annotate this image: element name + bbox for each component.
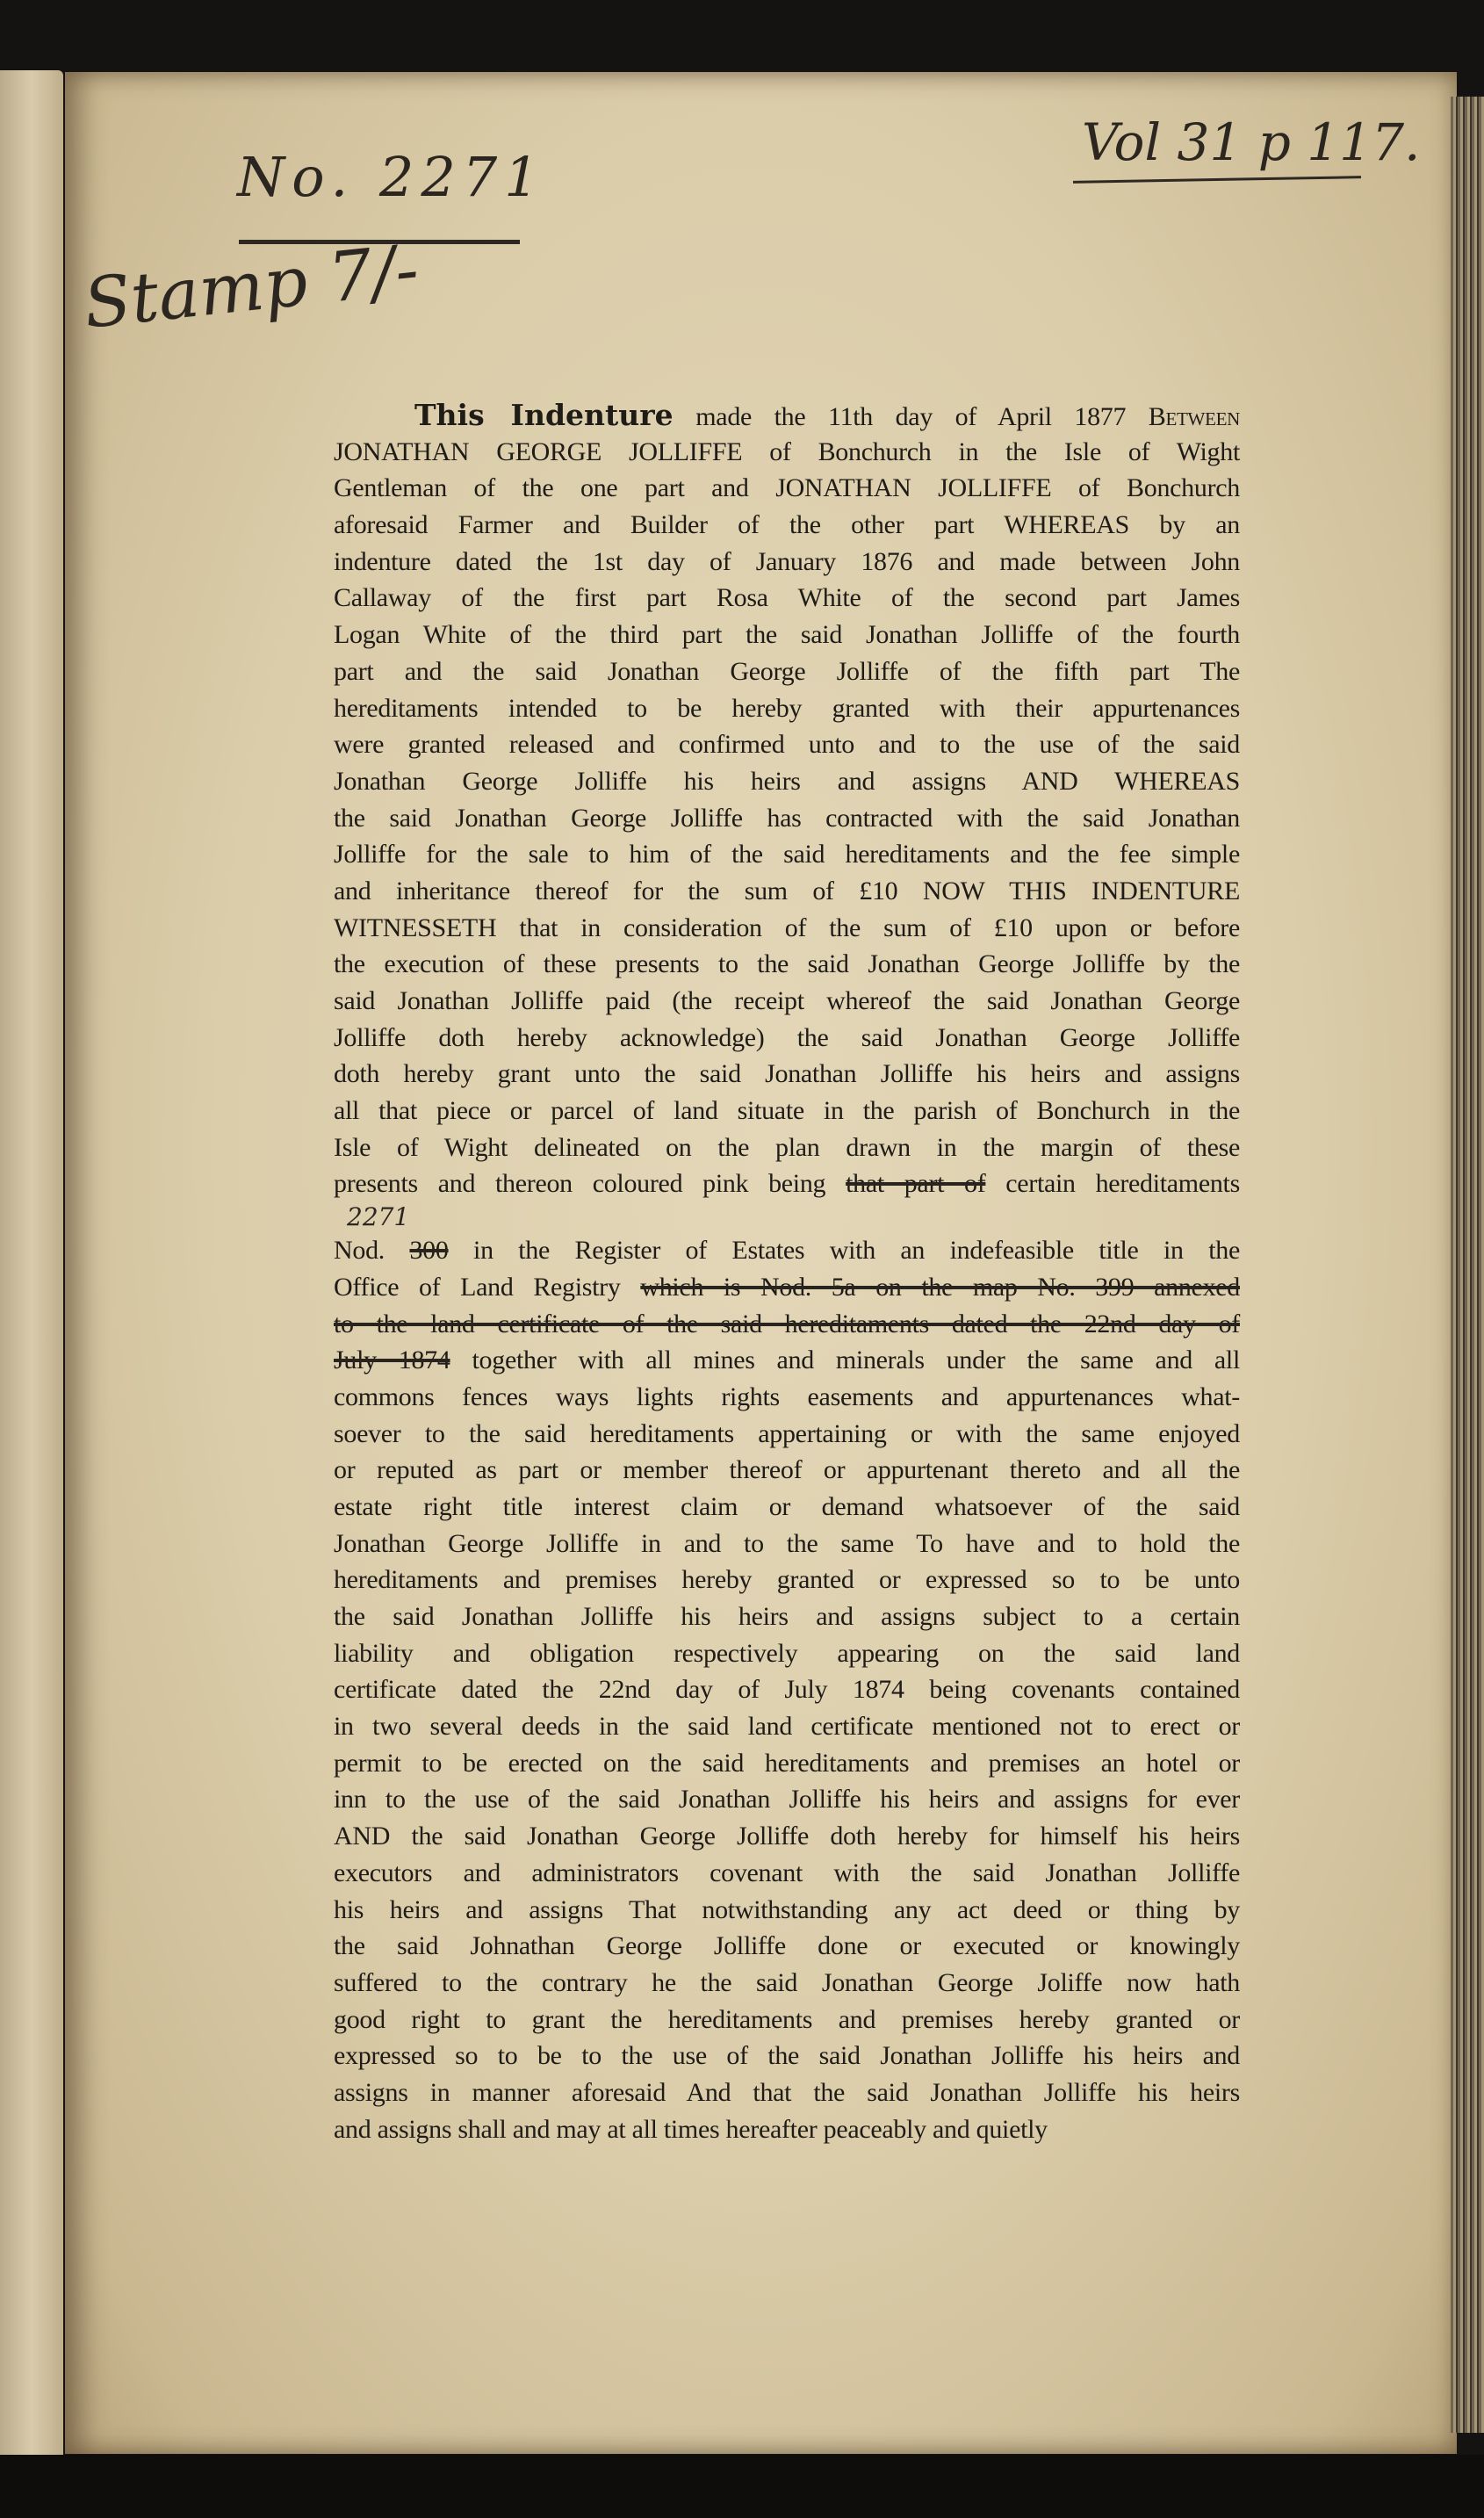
text-line <box>334 1928 1240 1965</box>
text-segment: or reputed as part or member thereof or appurtenant thereto and all the <box>334 1455 1240 1485</box>
text-segment: JONATHAN GEORGE JOLLIFFE of Bonchurch in the Isle of Wight <box>334 437 1240 466</box>
text-segment: Office of Land Registry <box>334 1272 641 1302</box>
text-line <box>334 1745 1240 1782</box>
text-segment: soever to the said hereditaments appertaining or with the same enjoyed <box>334 1418 1240 1448</box>
text-line <box>334 617 1240 653</box>
interlinear-correction: 2271 <box>347 1202 410 1231</box>
text-line <box>334 2002 1240 2038</box>
text-segment: the said Jonathan Jolliffe his heirs and assigns subject to a certain <box>334 1602 1240 1631</box>
text-segment: Nod. <box>334 1236 410 1266</box>
text-segment: good right to grant the hereditaments and premises hereby granted or <box>334 2004 1240 2034</box>
text-segment: the execution of these presents to the said Jonathan George Jolliffe by the <box>334 949 1240 979</box>
text-segment: and assigns shall and may at all times hereafter peaceably and quietly <box>334 2114 1048 2144</box>
text-line <box>334 1056 1240 1093</box>
text-segment: Jolliffe doth hereby acknowledge) the said Jonathan George Jolliffe <box>334 1022 1240 1052</box>
text-segment: assigns in manner aforesaid And that the said Jonathan Jolliffe his heirs <box>334 2077 1240 2107</box>
text-line <box>334 690 1240 727</box>
text-line <box>334 507 1240 544</box>
struck-text: which is Nod. 5a on the map No. 399 annexed <box>640 1272 1240 1302</box>
text-segment: Between <box>1148 402 1240 431</box>
text-line <box>334 1416 1240 1453</box>
text-segment: the said Johnathan George Jolliffe done or executed or knowingly <box>334 1931 1240 1961</box>
text-segment: Jolliffe for the sale to him of the said hereditaments and the fee simple <box>334 840 1240 869</box>
text-line <box>334 1855 1240 1892</box>
text-segment: expressed so to be to the use of the said Jonathan Jolliffe his heirs and <box>334 2041 1240 2071</box>
handwritten-stamp-duty: Stamp 7/- <box>80 230 422 344</box>
text-segment: in the Register of Estates with an indefeasible title in the <box>448 1236 1240 1266</box>
text-segment: were granted released and confirmed unto and to the use of the said <box>334 730 1240 760</box>
text-segment: part and the said Jonathan George Jolliffe of the fifth part The <box>334 656 1240 686</box>
text-line <box>334 1020 1240 1057</box>
text-line <box>334 1489 1240 1526</box>
text-line <box>334 836 1240 873</box>
text-line <box>334 1342 1240 1379</box>
text-segment: AND the said Jonathan George Jolliffe doth hereby for himself his heirs <box>334 1822 1240 1851</box>
text-line <box>334 2074 1240 2111</box>
text-line <box>334 1892 1240 1929</box>
text-segment: hereditaments intended to be hereby granted with their appurtenances <box>334 693 1240 723</box>
blackletter-heading: This Indenture <box>414 398 674 432</box>
struck-text: 300 <box>409 1236 449 1266</box>
struck-text: that part of <box>846 1169 986 1199</box>
text-segment: Logan White of the third part the said Jonathan Jolliffe of the fourth <box>334 620 1240 650</box>
text-segment: Gentleman of the one part and JONATHAN JOLLIFFE of Bonchurch <box>334 473 1240 503</box>
text-line <box>334 1452 1240 1489</box>
text-segment: estate right title interest claim or demand whatsoever of the said <box>334 1491 1240 1521</box>
text-segment: Callaway of the first part Rosa White of the second part James <box>334 583 1240 613</box>
text-line <box>334 1562 1240 1598</box>
text-line <box>334 1269 1240 1306</box>
text-segment: and inheritance thereof for the sum of £10 NOW THIS INDENTURE <box>334 876 1240 905</box>
text-line <box>334 544 1240 581</box>
text-line <box>334 2038 1240 2074</box>
text-line <box>334 1708 1240 1745</box>
text-line <box>334 397 1240 434</box>
bottom-shadow <box>0 2455 1484 2518</box>
text-segment: WITNESSETH that in consideration of the sum of £10 upon or before <box>334 913 1240 942</box>
text-segment: said Jonathan Jolliffe paid (the receipt whereof the said Jonathan George <box>334 986 1240 1015</box>
text-line <box>334 1598 1240 1635</box>
text-line <box>334 1965 1240 2002</box>
text-line <box>334 946 1240 983</box>
text-segment: his heirs and assigns That notwithstanding any act deed or thing by <box>334 1894 1240 1924</box>
text-segment: all that piece or parcel of land situate in the parish of Bonchurch in the <box>334 1096 1240 1126</box>
text-line <box>334 983 1240 1020</box>
text-line <box>334 580 1240 617</box>
struck-text: to the land certificate of the said hereditaments dated the 22nd day of <box>334 1309 1240 1338</box>
text-line <box>334 1379 1240 1416</box>
text-line <box>334 1671 1240 1708</box>
text-segment: together with all mines and minerals under the same and all <box>450 1346 1240 1375</box>
text-segment: the said Jonathan George Jolliffe has contracted with the said Jonathan <box>334 803 1240 833</box>
text-segment: Isle of Wight delineated on the plan drawn in the margin of these <box>334 1132 1240 1162</box>
text-line <box>334 653 1240 690</box>
text-line <box>334 2111 1240 2148</box>
text-segment: presents and thereon coloured pink being <box>334 1169 846 1199</box>
text-line <box>334 1093 1240 1129</box>
text-segment: commons fences ways lights rights easements and appurtenances what- <box>334 1382 1240 1411</box>
handwritten-volume: Vol 31 p 117. <box>1082 112 1421 172</box>
text-segment: Jonathan George Jolliffe in and to the same To have and to hold the <box>334 1528 1240 1558</box>
text-line <box>334 1306 1240 1343</box>
text-segment: doth hereby grant unto the said Jonathan Jolliffe his heirs and assigns <box>334 1059 1240 1089</box>
text-segment: made the 11th day of April 1877 <box>673 402 1149 431</box>
text-segment: inn to the use of the said Jonathan Jolliffe his heirs and assigns for ever <box>334 1785 1240 1815</box>
handwritten-number: No. 2271 <box>237 145 546 209</box>
text-line <box>334 1129 1240 1166</box>
text-segment: aforesaid Farmer and Builder of the other part WHEREAS by an <box>334 510 1240 540</box>
text-segment: suffered to the contrary he the said Jonathan George Joliffe now hath <box>334 1967 1240 1997</box>
text-line <box>334 434 1240 471</box>
indenture-text <box>334 397 1240 2147</box>
text-line <box>334 1818 1240 1855</box>
text-line <box>334 873 1240 910</box>
text-line <box>334 1526 1240 1562</box>
text-line <box>334 1165 1240 1202</box>
text-line <box>334 763 1240 800</box>
text-line <box>334 800 1240 837</box>
text-line <box>334 470 1240 507</box>
text-segment: indenture dated the 1st day of January 1876 and made between John <box>334 546 1240 576</box>
struck-text: July 1874 <box>334 1346 450 1375</box>
text-segment: permit to be erected on the said hereditaments and premises an hotel or <box>334 1748 1240 1778</box>
text-segment: liability and obligation respectively appearing on the said land <box>334 1638 1240 1668</box>
text-segment: certificate dated the 22nd day of July 1874 being covenants contained <box>334 1675 1240 1705</box>
text-segment: in two several deeds in the said land certificate mentioned not to erect or <box>334 1712 1240 1742</box>
text-line <box>334 1781 1240 1818</box>
text-line <box>334 1232 1240 1269</box>
left-page-edge <box>0 70 63 2459</box>
text-segment: Jonathan George Jolliffe his heirs and assigns AND WHEREAS <box>334 766 1240 796</box>
text-line <box>334 726 1240 763</box>
text-line <box>334 1635 1240 1672</box>
text-segment: certain hereditaments <box>985 1169 1240 1199</box>
text-segment: hereditaments and premises hereby granted or expressed so to be unto <box>334 1565 1240 1595</box>
right-page-edges <box>1451 97 1484 2433</box>
text-segment: executors and administrators covenant with the said Jonathan Jolliffe <box>334 1858 1240 1887</box>
text-line <box>334 910 1240 947</box>
